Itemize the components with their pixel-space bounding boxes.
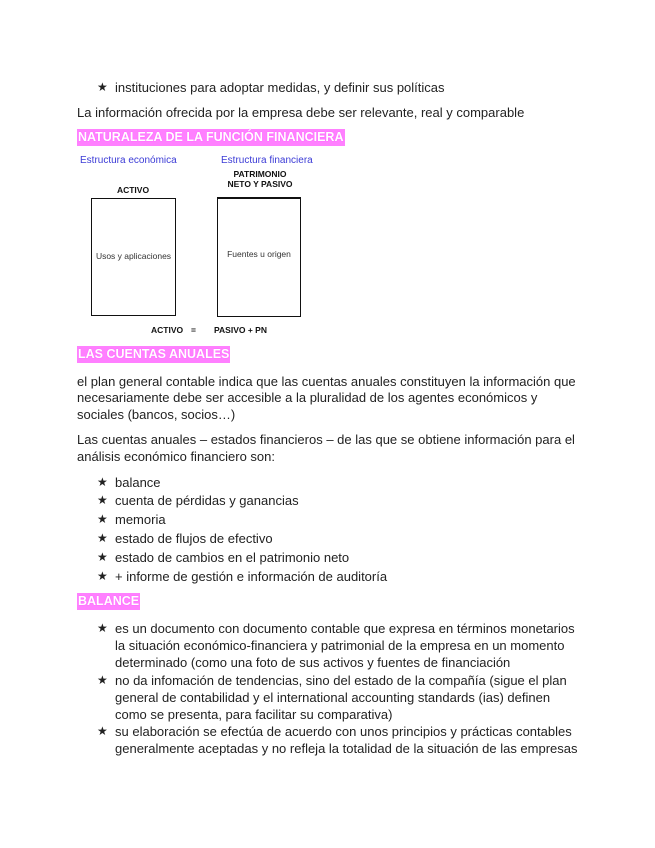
list-item-text: balance: [115, 475, 161, 490]
star-bullet-icon: ★: [97, 512, 108, 526]
list-item-text: la situación económico-financiera y patrimonial de la empresa en un momento: [115, 638, 565, 653]
star-bullet-icon: ★: [97, 724, 108, 738]
intro-paragraph: La información ofrecida por la empresa debe ser relevante, real y comparable: [77, 105, 525, 120]
section-heading-balance: BALANCE: [78, 594, 140, 608]
list-item-text: estado de cambios en el patrimonio neto: [115, 550, 350, 565]
equation-left: ACTIVO: [151, 325, 184, 335]
pasivo-box: [217, 197, 301, 317]
list-item-text: como se presenta, para facilitar su comparativa): [115, 707, 393, 722]
activo-box: [91, 198, 176, 316]
list-item-text: no da infomación de tendencias, sino del estado de la compañía (sigue el plan: [115, 673, 567, 688]
cuentas-para2-line2: análisis económico financiero son:: [77, 449, 275, 464]
right-title-line2: NETO Y PASIVO: [227, 179, 293, 189]
list-item-text: generalmente aceptadas y no refleja la totalidad de la situación de las empresas: [115, 741, 578, 756]
list-item-text: es un documento con documento contable que expresa en términos monetarios: [115, 621, 575, 636]
star-bullet-icon: ★: [97, 550, 108, 564]
equation-sign: =: [191, 325, 196, 335]
star-bullet-icon: ★: [97, 475, 108, 489]
section-heading-cuentas: LAS CUENTAS ANUALES: [78, 347, 230, 361]
cuentas-para2-line1: Las cuentas anuales – estados financieros – de las que se obtiene información para el: [77, 432, 575, 447]
bullet-text: instituciones para adoptar medidas, y definir sus políticas: [115, 80, 445, 95]
list-item-text: estado de flujos de efectivo: [115, 531, 273, 546]
right-title-line1: PATRIMONIO: [233, 169, 287, 179]
star-bullet-icon: ★: [97, 493, 108, 507]
star-bullet-icon: ★: [97, 621, 108, 635]
star-bullet-icon: ★: [97, 673, 108, 687]
star-bullet-icon: ★: [97, 531, 108, 545]
list-item-text: general de contabilidad y el international accounting standards (ias) definen: [115, 690, 551, 705]
cuentas-para1-line2: necesariamente debe ser accesible a la pluralidad de los agentes económicos y: [77, 390, 538, 405]
list-item-text: su elaboración se efectúa de acuerdo con unos principios y prácticas contables: [115, 724, 572, 739]
list-item-text: cuenta de pérdidas y ganancias: [115, 493, 299, 508]
activo-box-label: Usos y aplicaciones: [95, 251, 172, 261]
cuentas-para1-line1: el plan general contable indica que las cuentas anuales constituyen la información que: [77, 374, 576, 389]
right-diagram-caption: Estructura financiera: [221, 155, 313, 166]
cuentas-para1-line3: sociales (bancos, socios…): [77, 407, 236, 422]
star-bullet-icon: ★: [97, 80, 108, 94]
list-item-text: memoria: [115, 512, 166, 527]
equation-right: PASIVO + PN: [214, 325, 267, 335]
section-heading-naturaleza: NATURALEZA DE LA FUNCIÓN FINANCIERA: [78, 130, 344, 144]
list-item-text: + informe de gestión e información de auditoría: [115, 569, 388, 584]
left-title: ACTIVO: [116, 185, 150, 195]
pasivo-box-label: Fuentes u origen: [227, 249, 291, 259]
left-diagram-caption: Estructura económica: [80, 155, 177, 166]
star-bullet-icon: ★: [97, 569, 108, 583]
list-item-text: determinado (como una foto de sus activos y fuentes de financiación: [115, 655, 511, 670]
